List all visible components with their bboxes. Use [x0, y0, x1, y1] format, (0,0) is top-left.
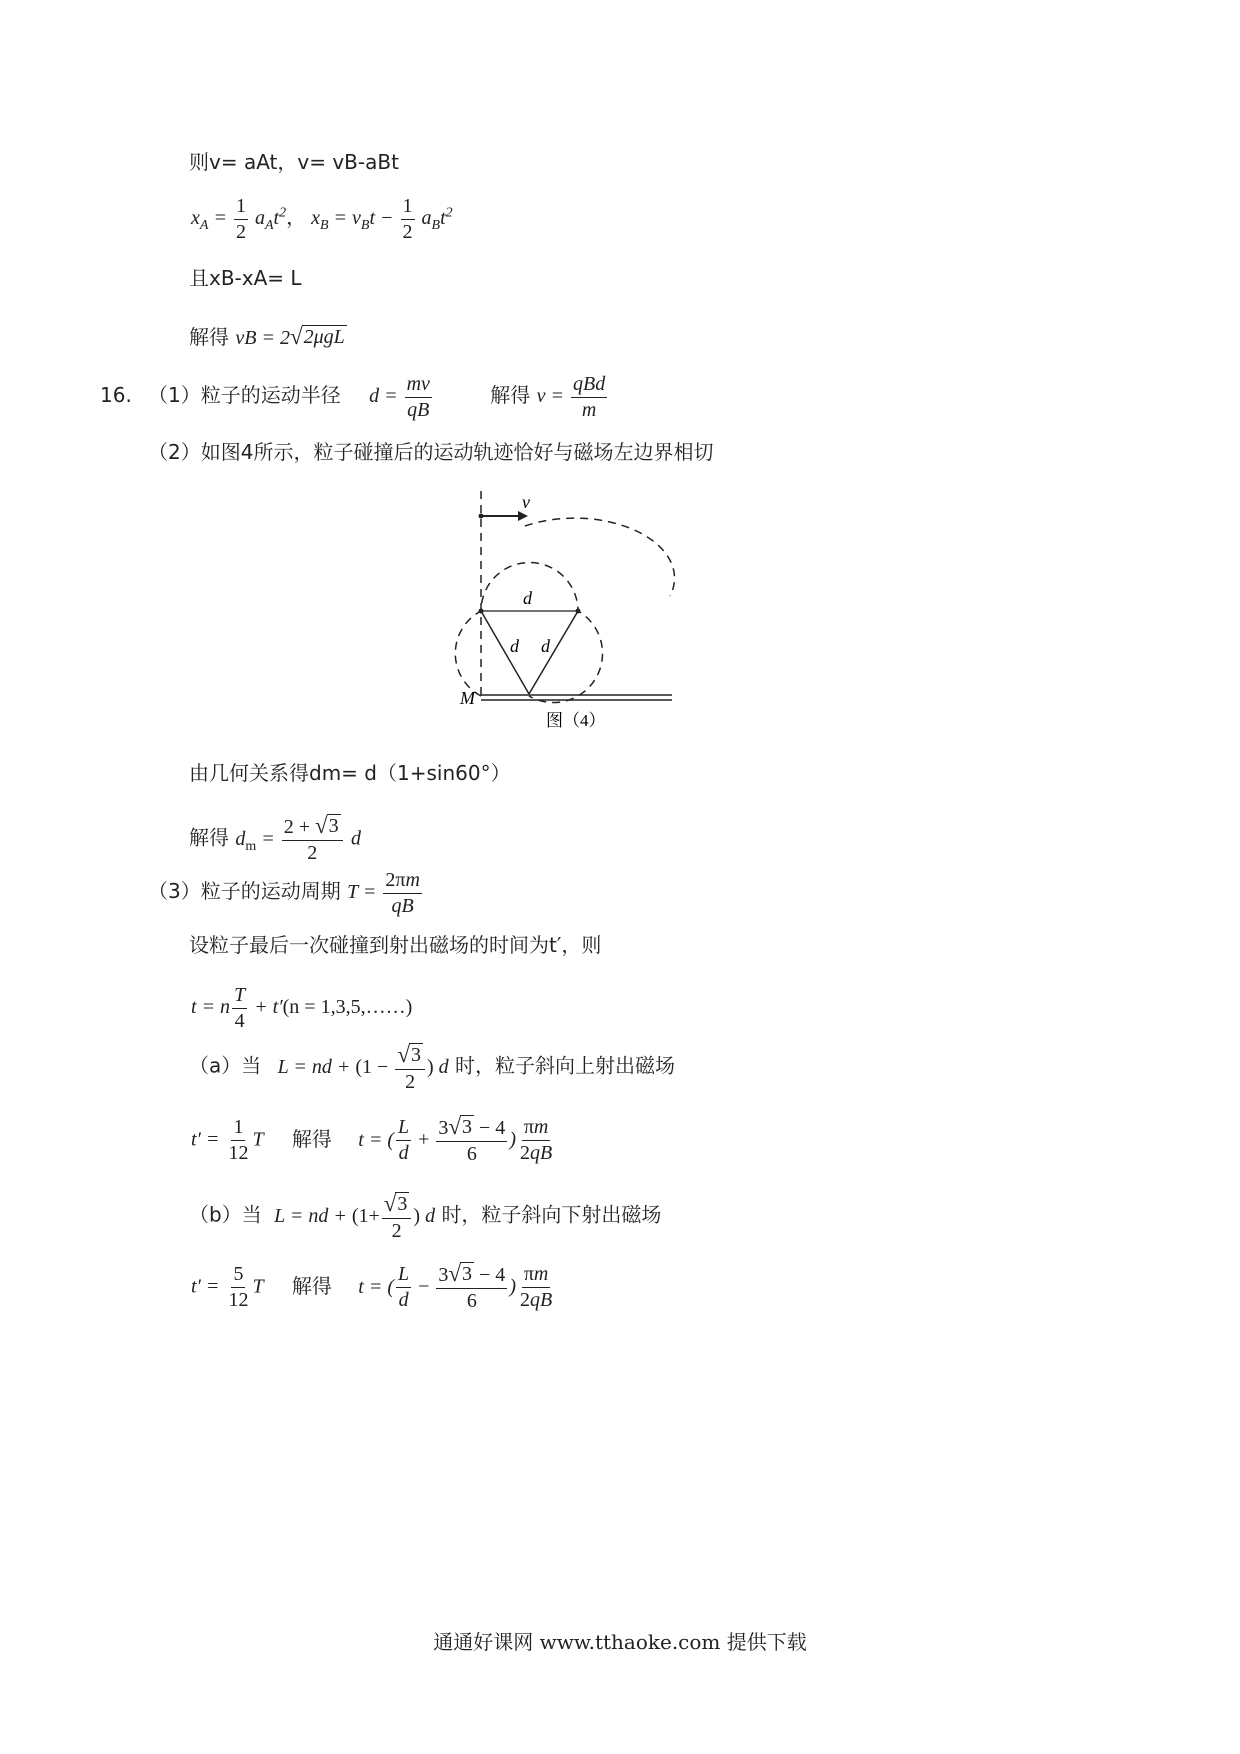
q16-part3-label: （3）粒子的运动周期: [148, 879, 341, 904]
displacement-equations: $x_A$ = $\frac{1}{2}$ $a_At^2$， $x_B = v_Bt$ − $\frac{1}{2}$ $a_Bt^2$: [191, 195, 453, 243]
q16-part1-label: （1）粒子的运动半径: [148, 383, 341, 408]
case-b-solve: 解得: [291, 1273, 332, 1298]
solve-vb-line: 解得 vB = 2 √ 2μgL: [189, 324, 345, 349]
label-M: M: [460, 688, 475, 708]
q16-part3: （3）粒子的运动周期 T = $\frac{2\pi m}{qB}$: [148, 869, 420, 917]
q16-part1: （1）粒子的运动半径 d = $\frac{mv}{qB}$ 解得 v = $\frac{\text{qBd}}{m}$: [148, 373, 606, 421]
solve-dm-label: 解得: [189, 825, 229, 850]
label-d-right: d: [541, 636, 550, 656]
geometry-relation: 由几何关系得dm= d（1+sin60°）: [189, 761, 511, 785]
case-a-prefix: （a）当: [189, 1053, 262, 1078]
solve-prefix: 解得: [189, 325, 229, 349]
velocity-relations: [189, 147, 399, 177]
q16-part2: （2）如图4所示，粒子碰撞后的运动轨迹恰好与磁场左边界相切: [148, 440, 714, 464]
case-a-result: t′ = $\frac{1}{12}$ T 解得 t = ( $\frac{L}{d}$ + 3 √ 3 − 4 6 ) $\frac{\pi m}{2qB}$: [191, 1114, 553, 1165]
solve-vb-lhs: vB = 2: [235, 327, 290, 349]
figure-caption: 图（4）: [546, 711, 606, 730]
figure-4: [450, 486, 690, 736]
q16-number: 16.: [100, 383, 132, 407]
case-b-prefix: （b）当: [189, 1202, 262, 1227]
velocity-relations-text: 则v= aAt，v= vB-aBt: [189, 150, 399, 174]
set-time: 设粒子最后一次碰撞到射出磁场的时间为t′，则: [189, 933, 602, 957]
case-b-result: t′ = $\frac{5}{12}$ T 解得 t = ( $\frac{L}{d}$ − 3 √ 3 − 4 6 ) $\frac{\pi m}{2qB}$: [191, 1261, 553, 1312]
solve-dm: 解得 $d_m$ = 2 + √ 3 2 d: [189, 813, 362, 864]
label-d-left: d: [510, 636, 519, 656]
condition-prefix: 且: [189, 266, 209, 290]
q16-part1-solve: 解得: [490, 383, 531, 408]
label-v: v: [522, 492, 530, 512]
case-a: （a）当 L = nd + (1 − √ 3 2 ) d 时，粒子斜向上射出磁场: [189, 1042, 675, 1093]
footer-download-note: 通通好课网 www.tthaoke.com 提供下载: [433, 1630, 807, 1654]
label-d-top: d: [523, 588, 532, 608]
time-formula: t = n $\frac{T}{4}$ + t′(n = 1,3,5,……): [191, 984, 413, 1032]
case-b-suffix: 时，粒子斜向下射出磁场: [441, 1202, 662, 1227]
solve-vb-radicand: 2μgL: [303, 326, 345, 348]
case-a-solve: 解得: [291, 1126, 332, 1151]
case-b: （b）当 L = nd + (1+ √ 3 2 ) d 时，粒子斜向下射出磁场: [189, 1191, 662, 1242]
condition-expression: xB-xA= L: [209, 266, 302, 290]
equation-separator: ，: [286, 207, 307, 230]
condition-line: [189, 263, 302, 293]
case-a-suffix: 时，粒子斜向上射出磁场: [455, 1053, 675, 1078]
n-list: (n = 1,3,5,……): [282, 996, 413, 1019]
